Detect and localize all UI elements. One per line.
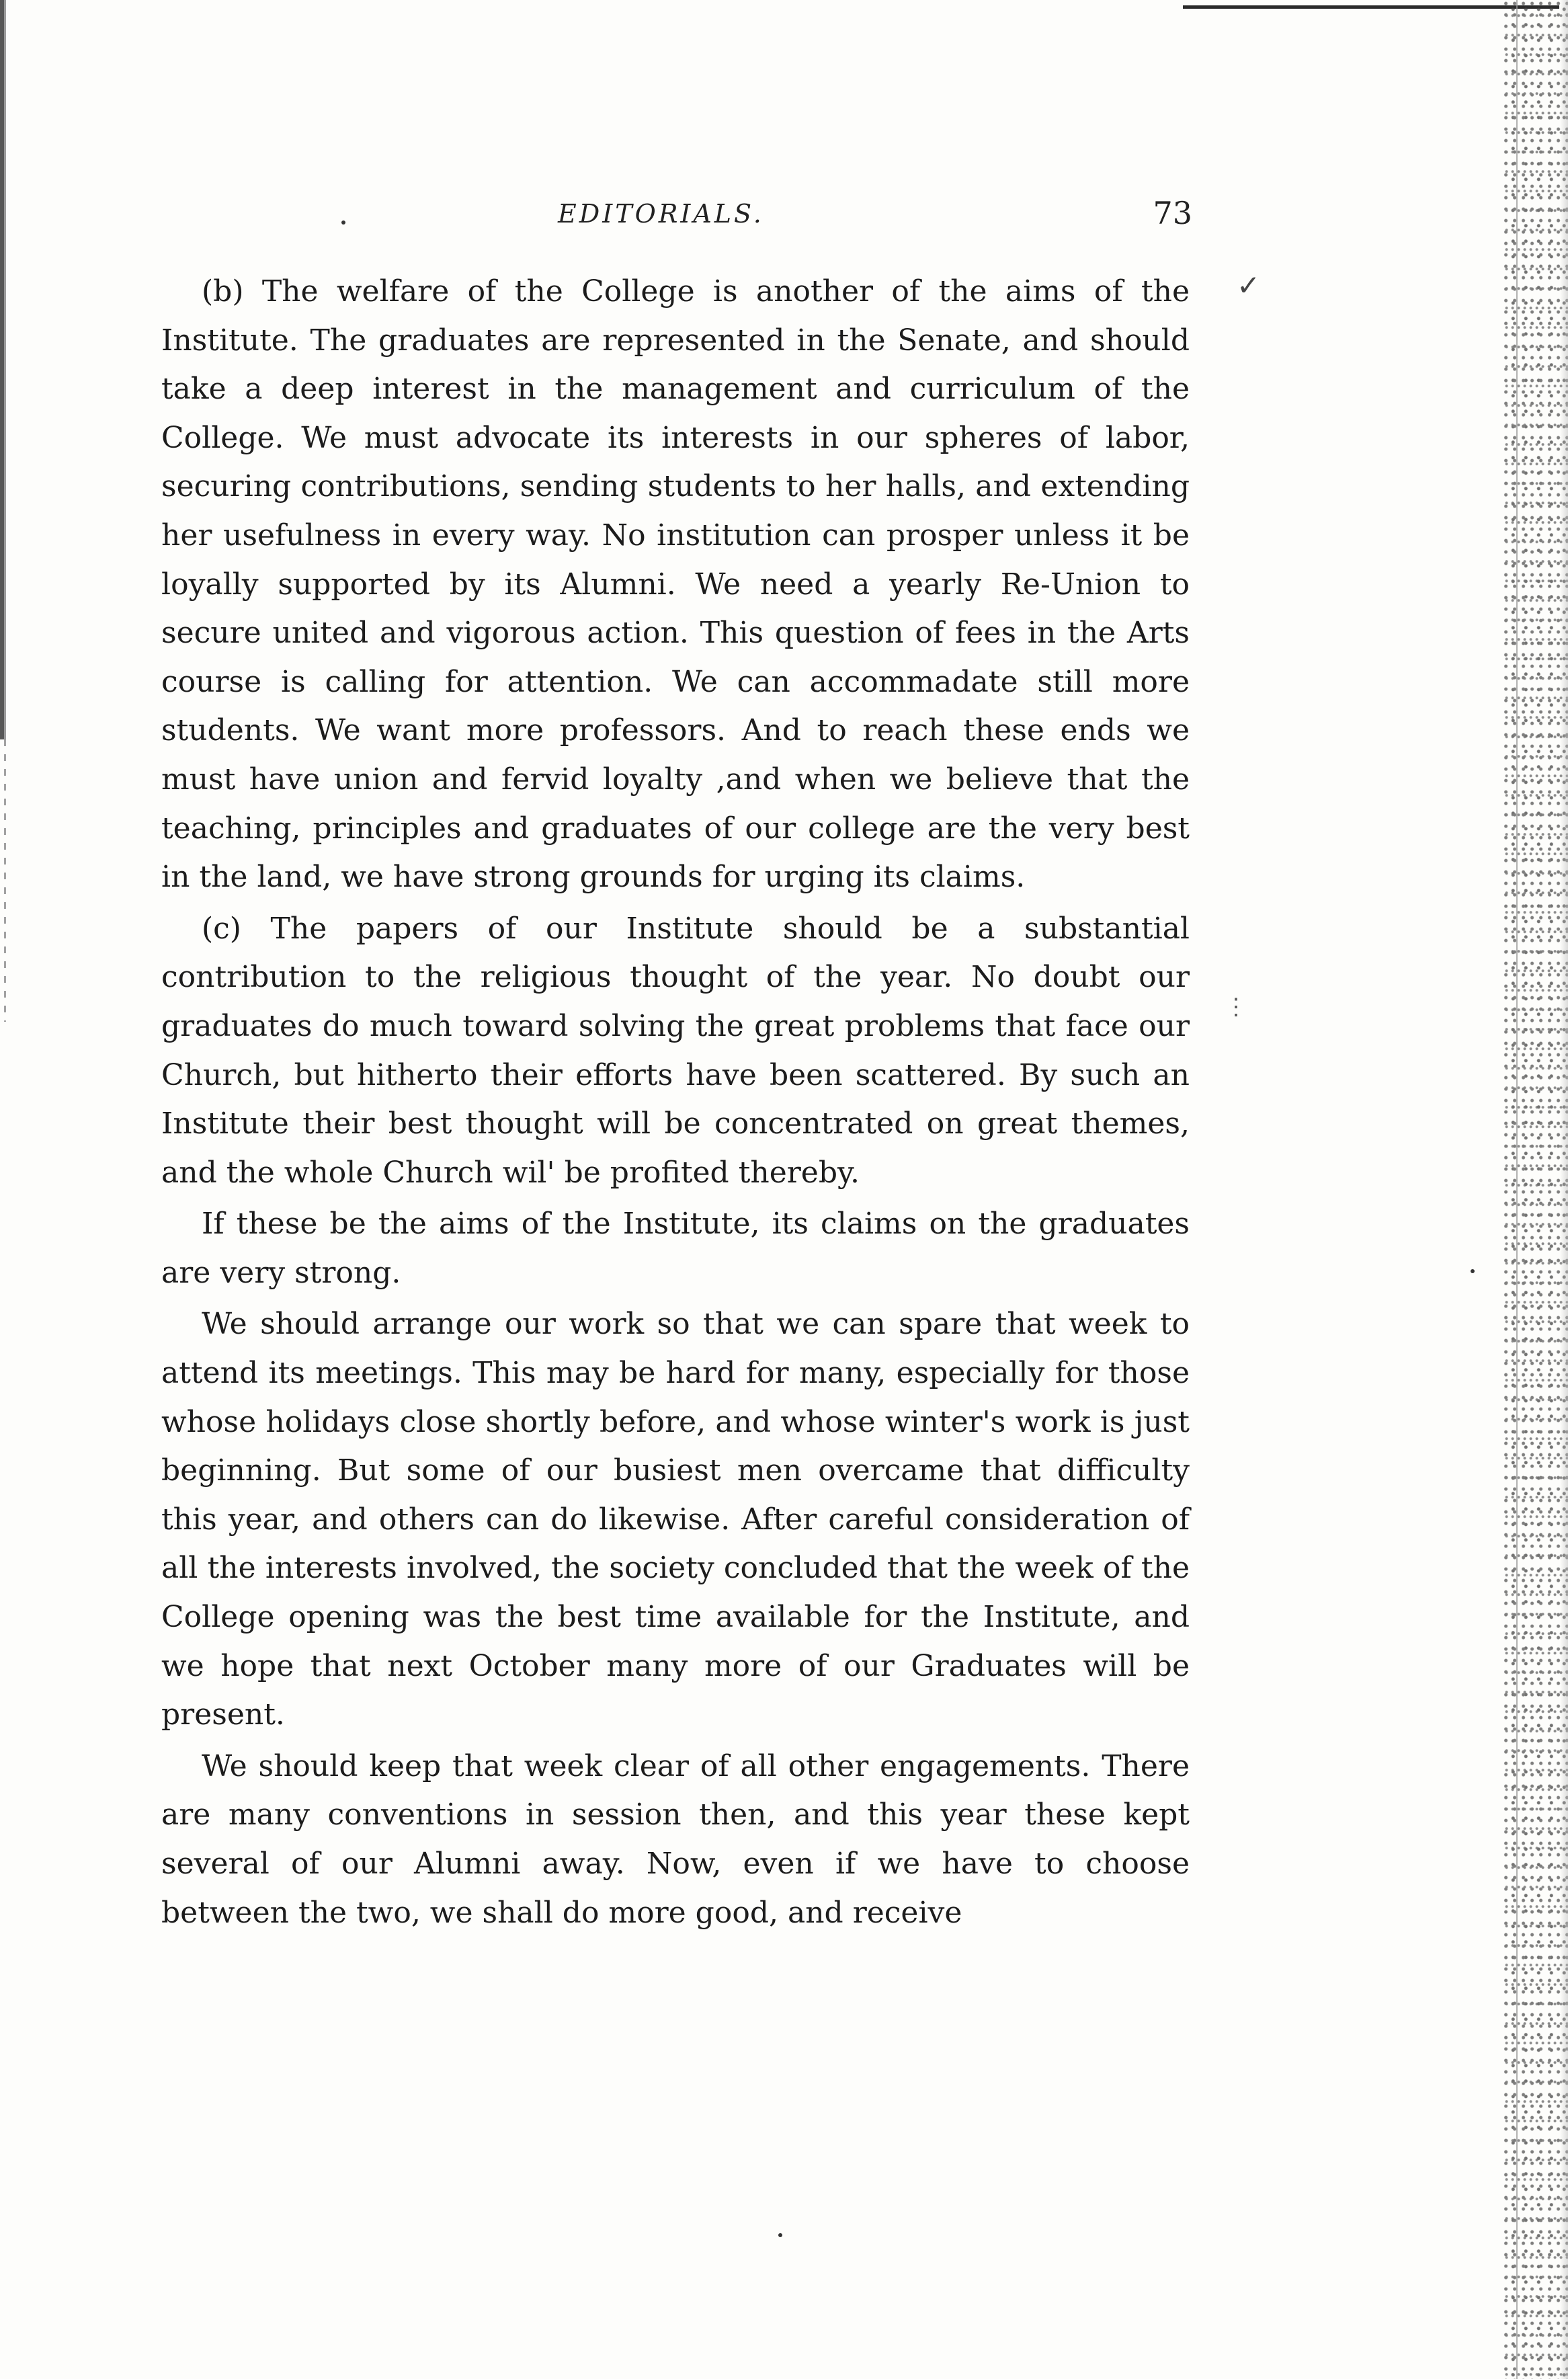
head-dot [341,220,345,225]
scan-right-edge-noise [1504,0,1568,2379]
paragraph-keep-week-clear: We should keep that week clear of all other engagements. There are many conventions in session then, and this year these kept several of our Alumni away. Now, even if we have to choose between the two, we shall do more good, and receive [161,1748,1190,1930]
stray-dot-bottom [778,2233,782,2237]
paragraph-b: (b) The welfare of the College is another of the aims of the Institute. The graduates are represented in the Senate, and should take a deep interest in the management and curriculum of the College. We must advocate its interests in our spheres of labor, securing contributions, sending students to her halls, and extending her usefulness in every way. No institution can prosper unless it be loyally supported by its Alumni. We need a yearly Re-Union to secure united and vigorous action. This question of fees in the Arts course is calling for attention. We can accommadate still more students. We want more professors. And to reach these ends we must have union and fervid loyalty ,and when we believe that the teaching, principles and graduates of our college are the very best in the land, we have strong grounds for urging its claims. [161,274,1190,895]
page-title: EDITORIALS. [558,199,764,229]
stray-mark: ⋮ [1225,994,1247,1020]
scan-left-edge [0,0,20,739]
page-content [161,195,1190,1940]
paragraph-c: (c) The papers of our Institute should be a substantial contribution to the religious thought of the year. No doubt our graduates do much toward solving the great problems that face our Church, but hitherto their efforts have been scattered. By such an Institute their best thought will be concentrated on great themes, and the whole Church wil' be profited thereby. [161,911,1190,1190]
paragraph-claims: If these be the aims of the Institute, its claims on the graduates are very strong. [161,1207,1190,1290]
scan-top-rule [1183,5,1559,9]
scan-right-edge-shadow [1560,0,1568,2379]
margin-check-mark: ✓ [1237,269,1261,302]
paragraph-arrange-work: We should arrange our work so that we can spare that week to attend its meetings. This may be hard for many, especially for those whose holidays close shortly before, and whose winter's work is just beginning. But some of our busiest men overcame that difficulty this year, and others can do likewise. After careful consideration of all the interests involved, the society concluded that the week of the College opening was the best time available for the Institute, and we hope that next October many more of our Graduates will be present. [161,1307,1190,1732]
stray-dot-right [1471,1269,1475,1273]
page-number: 73 [1153,195,1192,231]
scan-left-edge-faint [4,739,6,1022]
body-text [161,268,1190,1937]
running-head [161,195,1190,249]
